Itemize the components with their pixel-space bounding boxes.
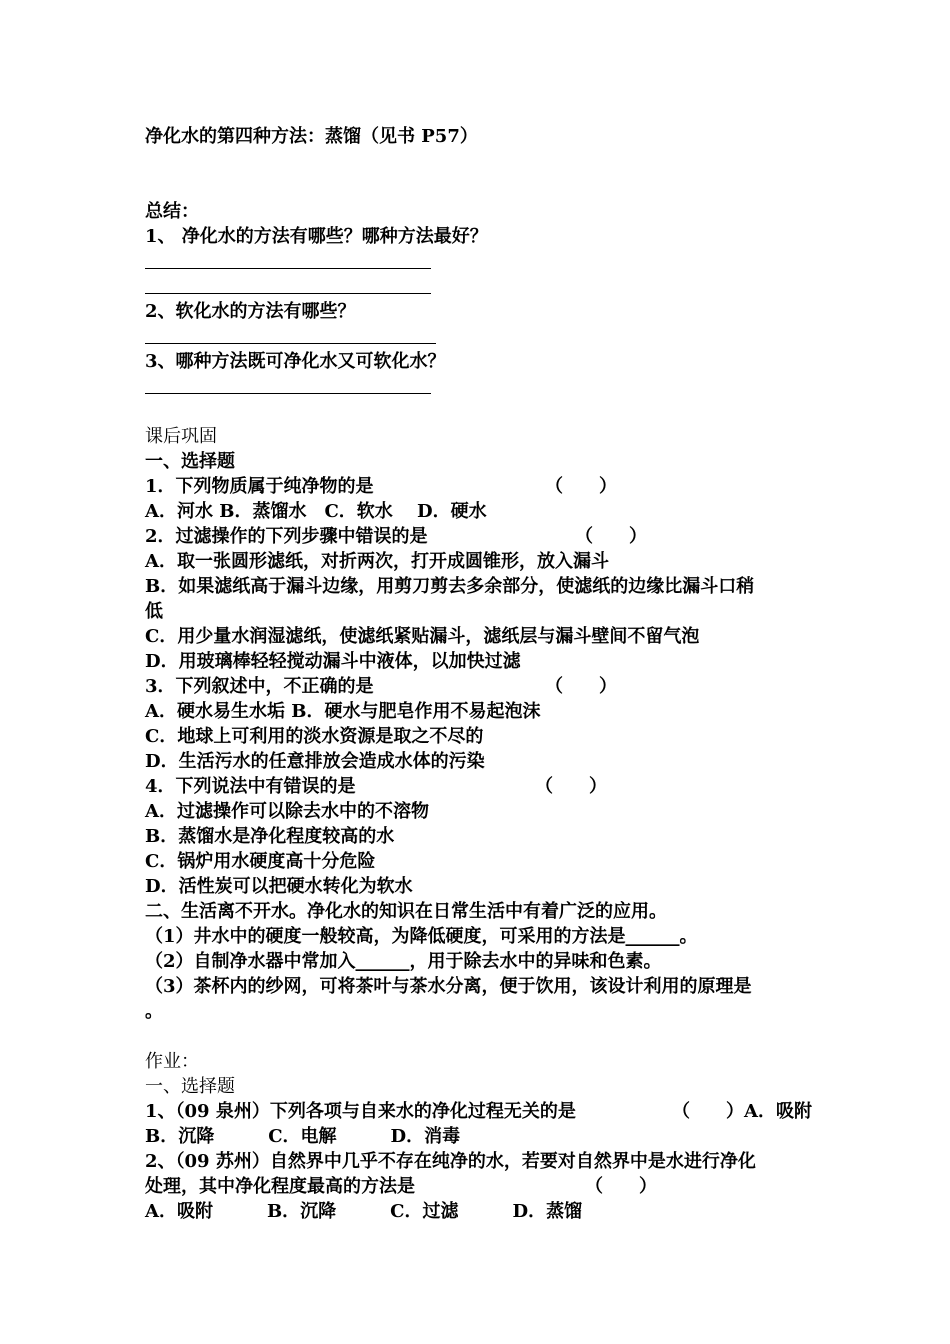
summary-question-2: 2、软化水的方法有哪些？ [145, 301, 356, 322]
homework-section-1: 一、选择题 [145, 1076, 235, 1097]
review-s2-item-2: （2）自制净水器中常加入______，用于除去水中的异味和色素。 [145, 951, 662, 972]
review-q4-option-d: D．活性炭可以把硬水转化为软水 [145, 876, 413, 897]
review-q4-option-b: B．蒸馏水是净化程度较高的水 [145, 826, 395, 847]
review-q2-option-c: C．用少量水润湿滤纸，使滤纸紧贴漏斗，滤纸层与漏斗壁间不留气泡 [145, 626, 700, 647]
answer-line[interactable] [145, 343, 436, 344]
review-s2-item-1: （1）井水中的硬度一般较高，为降低硬度，可采用的方法是______。 [145, 926, 698, 947]
review-q2-option-b-cont: 低 [145, 601, 163, 622]
review-q4-paren: （ ） [535, 776, 607, 797]
review-q1-paren: （ ） [545, 476, 617, 497]
review-q2-option-d: D．用玻璃棒轻轻搅动漏斗中液体，以加快过滤 [145, 651, 521, 672]
review-q2-option-b: B．如果滤纸高于漏斗边缘，用剪刀剪去多余部分，使滤纸的边缘比漏斗口稍 [145, 576, 755, 597]
review-q3-option-c: C．地球上可利用的淡水资源是取之不尽的 [145, 726, 484, 747]
homework-q1-options: B．沉降 C．电解 D．消毒 [145, 1126, 461, 1147]
review-q3-stem: 3．下列叙述中，不正确的是 [145, 676, 374, 697]
review-q2-paren: （ ） [575, 526, 647, 547]
review-q1-stem: 1．下列物质属于纯净物的是 [145, 476, 374, 497]
summary-question-1: 1、 净化水的方法有哪些？哪种方法最好？ [145, 226, 488, 247]
homework-q2: 2、（09 苏州）自然界中几乎不存在纯净的水，若要对自然界中是水进行净化 [145, 1151, 756, 1172]
review-q1-options: A．河水 B．蒸馏水 C．软水 D．硬水 [145, 501, 487, 522]
answer-line[interactable] [145, 293, 431, 294]
homework-q1: 1、（09 泉州）下列各项与自来水的净化过程无关的是 [145, 1101, 576, 1122]
review-section-2: 二、生活离不开水。净化水的知识在日常生活中有着广泛的应用。 [145, 901, 667, 922]
homework-q2-paren: （ ） [585, 1176, 657, 1197]
review-q2-option-a: A．取一张圆形滤纸，对折两次，打开成圆锥形，放入漏斗 [145, 551, 609, 572]
review-q3-paren: （ ） [545, 676, 617, 697]
answer-line[interactable] [145, 268, 431, 269]
homework-q1-paren: （ ）A．吸附 [672, 1101, 812, 1122]
review-q4-stem: 4．下列说法中有错误的是 [145, 776, 356, 797]
review-s2-item-3: （3）茶杯内的纱网，可将茶叶与茶水分离，便于饮用，该设计利用的原理是 [145, 976, 752, 997]
homework-q2-options: A．吸附 B．沉降 C．过滤 D．蒸馏 [145, 1201, 583, 1222]
review-q3-option-ab: A．硬水易生水垢 B．硬水与肥皂作用不易起泡沫 [145, 701, 541, 722]
review-section-1: 一、选择题 [145, 451, 235, 472]
answer-line[interactable] [145, 393, 431, 394]
review-q3-option-d: D．生活污水的任意排放会造成水体的污染 [145, 751, 485, 772]
review-title: 课后巩固 [145, 426, 217, 447]
homework-q2-cont: 处理，其中净化程度最高的方法是 [145, 1176, 415, 1197]
review-q4-option-c: C．锅炉用水硬度高十分危险 [145, 851, 376, 872]
summary-question-3: 3、哪种方法既可净化水又可软化水？ [145, 351, 446, 372]
review-q2-stem: 2．过滤操作的下列步骤中错误的是 [145, 526, 428, 547]
review-s2-item-3-cont: 。 [145, 1001, 163, 1022]
summary-title: 总结： [145, 201, 199, 222]
review-q4-option-a: A．过滤操作可以除去水中的不溶物 [145, 801, 429, 822]
homework-title: 作业： [145, 1051, 199, 1072]
method4-heading: 净化水的第四种方法：蒸馏（见书 P57） [145, 126, 478, 147]
